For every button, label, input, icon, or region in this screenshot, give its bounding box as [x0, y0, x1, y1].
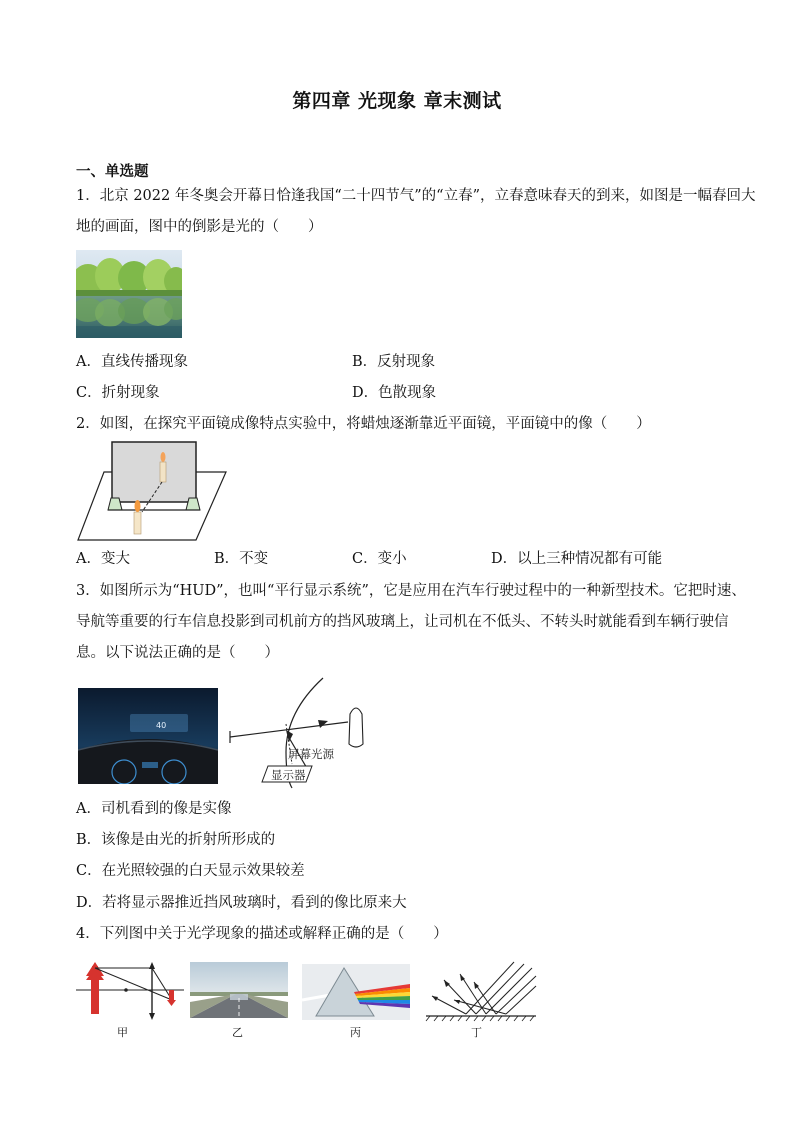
q1-option-a: A．直线传播现象	[76, 354, 188, 370]
q3-display-label: 显示器	[271, 768, 306, 782]
q4-figure-yi-road	[190, 962, 288, 1018]
q1-option-b: B．反射现象	[352, 354, 436, 370]
q1-stem-line2: 地的画面，图中的倒影是光的（ ）	[76, 219, 323, 235]
q1-option-d: D．色散现象	[352, 385, 437, 401]
q3-option-a: A．司机看到的像是实像	[76, 801, 232, 817]
q1-stem-line1: 1．北京 2022 年冬奥会开幕日恰逢我国“二十四节气”的“立春”，立春意味春天的到来，如图是一幅春回大	[76, 188, 756, 204]
q2-option-a: A．变大	[76, 551, 130, 567]
page-title: 第四章 光现象 章末测试	[292, 90, 502, 112]
q3-stem-line1: 3．如图所示为“HUD”，也叫“平行显示系统”，它是应用在汽车行驶过程中的一种新型技术。它把时速、	[76, 583, 746, 599]
q3-option-d: D．若将显示器推近挡风玻璃时，看到的像比原来大	[76, 895, 407, 911]
q4-caption-yi: 乙	[232, 1026, 243, 1039]
q2-mirror-diagram	[76, 440, 228, 542]
q3-option-c: C．在光照较强的白天显示效果较差	[76, 863, 305, 879]
q2-option-c: C．变小	[352, 551, 407, 567]
q2-option-b: B．不变	[214, 551, 269, 567]
q4-caption-ding: 丁	[471, 1026, 482, 1039]
q3-option-b: B．该像是由光的折射所形成的	[76, 832, 276, 848]
q4-figure-jia-lens	[76, 960, 186, 1020]
q3-hud-speed: 40	[156, 721, 167, 730]
q4-figure-bing-prism	[302, 964, 410, 1020]
q4-caption-bing: 丙	[350, 1026, 361, 1039]
q1-reflection-photo	[76, 250, 182, 338]
q3-hud-diagram	[228, 672, 378, 790]
q4-stem-line1: 4．下列图中关于光学现象的描述或解释正确的是（ ）	[76, 926, 448, 942]
q4-caption-jia: 甲	[117, 1026, 128, 1039]
q3-stem-line3: 息。以下说法正确的是（ ）	[76, 645, 279, 661]
q2-option-d: D．以上三种情况都有可能	[491, 551, 663, 567]
q1-option-c: C．折射现象	[76, 385, 160, 401]
q3-light-source-label: 屏幕光源	[288, 747, 334, 761]
q2-stem-line1: 2．如图，在探究平面镜成像特点实验中，将蜡烛逐渐靠近平面镜，平面镜中的像（ ）	[76, 416, 651, 432]
q3-stem-line2: 导航等重要的行车信息投影到司机前方的挡风玻璃上，让司机在不低头、不转头时就能看到车辆行驶信	[76, 614, 729, 630]
q3-hud-photo	[78, 688, 218, 784]
section-heading: 一、单选题	[76, 164, 149, 180]
q4-figure-ding-reflection	[424, 960, 540, 1022]
